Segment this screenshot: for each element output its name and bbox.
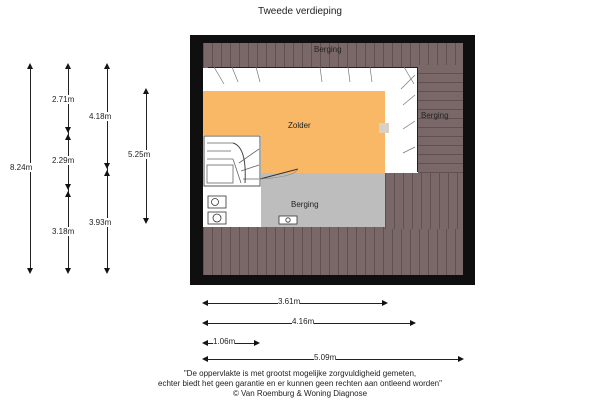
dim-total-arrow-bottom	[27, 268, 33, 274]
dim-total-label: 8.24m	[10, 163, 33, 172]
rafter-marks-top	[208, 64, 420, 90]
dim-d1-arrow-right	[382, 300, 388, 306]
stairs-icon	[203, 135, 263, 193]
dim-seg-top-label: 2.71m	[52, 95, 75, 104]
dim-lower-arrow-bottom	[104, 268, 110, 274]
floor-plan	[190, 35, 475, 285]
room-label-zolder: Zolder	[288, 121, 311, 130]
dim-seg-top-arrow-bottom	[65, 127, 71, 133]
rafter-marks-right	[393, 71, 419, 171]
dim-upper-label: 4.18m	[89, 112, 112, 121]
roof-area-bottom	[203, 227, 463, 275]
sink-icon	[278, 215, 298, 225]
room-label-berging-bottom: Berging	[291, 200, 319, 209]
dryer-icon	[207, 211, 227, 225]
dim-lower-label: 3.93m	[89, 218, 112, 227]
dim-d4-arrow-right	[458, 356, 464, 362]
dim-d2-arrow-right	[410, 320, 416, 326]
dim-seg-bottom-arrow-top	[65, 191, 71, 197]
dim-right-label: 5.25m	[128, 150, 151, 159]
skylight	[379, 123, 389, 133]
dim-seg-bottom-arrow-bottom	[65, 268, 71, 274]
disclaimer-line-3: © Van Roemburg & Woning Diagnose	[232, 389, 368, 398]
dim-d2-label: 4.16m	[292, 317, 315, 326]
dim-seg-mid-label: 2.29m	[52, 156, 75, 165]
dim-d1-label: 3.61m	[278, 297, 301, 306]
door-swing	[256, 161, 306, 181]
dim-lower-arrow-top	[104, 170, 110, 176]
disclaimer-line-1: "De oppervlakte is met grootst mogelijke zorgvuldigheid gemeten,	[183, 369, 417, 378]
dim-upper-lower-line	[107, 66, 108, 272]
roof-area-bottom-right	[385, 173, 463, 229]
room-label-berging-top: Berging	[314, 45, 342, 54]
dim-d3-arrow-right	[254, 340, 260, 346]
dim-d4-label: 5.09m	[314, 353, 337, 362]
dim-right-arrow-bottom	[143, 218, 149, 224]
disclaimer-line-2: echter biedt het geen garantie en er kunnen geen rechten aan ontleend worden"	[158, 379, 442, 388]
plan-title: Tweede verdieping	[258, 6, 342, 17]
dim-seg-bottom-label: 3.18m	[52, 227, 75, 236]
dim-seg-mid-arrow-bottom	[65, 184, 71, 190]
dim-d3-label: 1.06m	[213, 337, 236, 346]
dim-seg-mid-arrow-top	[65, 134, 71, 140]
washer-icon	[207, 195, 227, 209]
room-label-berging-right: Berging	[421, 111, 449, 120]
dim-upper-arrow-bottom	[104, 163, 110, 169]
